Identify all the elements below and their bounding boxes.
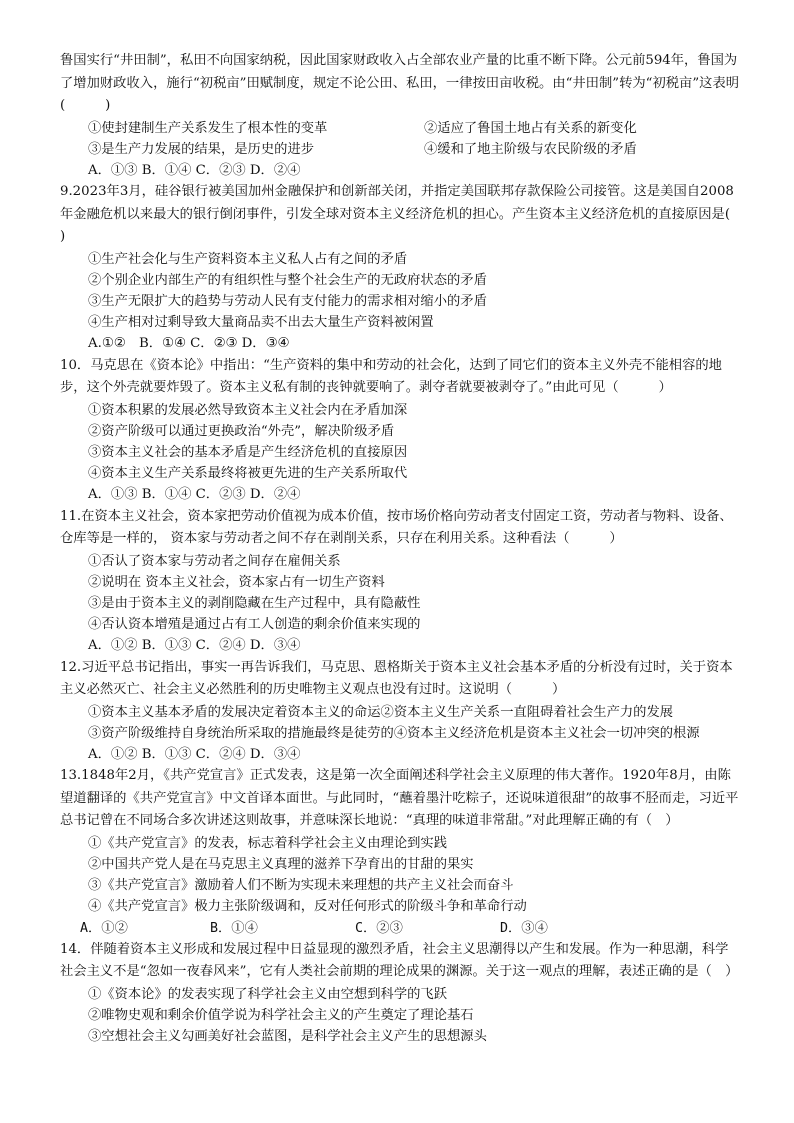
question-11 [60, 506, 740, 657]
question-9 [60, 181, 770, 355]
option-1-2: ①资本主义基本矛盾的发展决定着资本主义的命运②资本主义生产关系一直阻碍着社会生产力的发展 [88, 704, 674, 720]
option-2: ②唯物史观和剩余价值学说为科学社会主义的产生奠定了理论基石 [88, 1007, 474, 1023]
answer-c: C．②③ [355, 920, 403, 936]
answer-choices: A．①③ B．①④ C．②③ D．②④ [88, 487, 301, 503]
question-stem: 鲁国实行“井田制”，私田不向国家纳税，因此国家财政收入占全部农业产量的比重不断下降。公元前594年，鲁国为了增加财政收入，施行“初税亩”田赋制度，规定不论公田、私田，一律按田亩收税。由“井田制”转为“初税亩”这表明( ) [60, 53, 740, 113]
question-8 [60, 50, 740, 181]
option-3: ③是由于资本主义的剥削隐藏在生产过程中，具有隐蔽性 [88, 596, 421, 612]
answer-d: D．③④ [500, 920, 548, 936]
option-3-4: ③资产阶级维持自身统治所采取的措施最终是徒劳的④资本主义经济危机是资本主义社会一切冲突的根源 [88, 725, 700, 741]
option-2: ②适应了鲁国土地占有关系的新变化 [424, 120, 637, 136]
question-10 [60, 355, 740, 506]
option-3: ③生产无限扩大的趋势与劳动人民有支付能力的需求相对缩小的矛盾 [88, 294, 487, 310]
option-row [88, 118, 740, 139]
option-2: ②说明在 资本主义社会，资本家占有一切生产资料 [88, 574, 385, 590]
option-4: ④否认资本增殖是通过占有工人创造的剩余价值来实现的 [88, 617, 421, 633]
option-row [88, 139, 740, 160]
option-3: ③《共产党宣言》激励着人们不断为实现未来理想的共产主义社会而奋斗 [88, 878, 514, 894]
answer-choices: A．①③ B．①④ C．②③ D．②④ [88, 162, 301, 178]
question-stem: 10．马克思在《资本论》中指出：“生产资料的集中和劳动的社会化，达到了同它们的资本主义外壳不能相容的地步，这个外壳就要炸毁了。资本主义私有制的丧钟就要响了。剥夺者就要被剥夺了。”由此可见（ ） [60, 357, 722, 396]
answer-choices: A．①② B．①③ C．②④ D．③④ [88, 638, 301, 654]
option-3: ③空想社会主义勾画美好社会蓝图，是科学社会主义产生的思想源头 [88, 1029, 487, 1045]
option-1: ①资本积累的发展必然导致资本主义社会内在矛盾加深 [88, 402, 408, 418]
question-stem: 12.习近平总书记指出，事实一再告诉我们，马克思、恩格斯关于资本主义社会基本矛盾的分析没有过时，关于资本主义必然灭亡、社会主义必然胜利的历史唯物主义观点也没有过时。这说明（ ） [60, 659, 733, 698]
option-4: ④《共产党宣言》极力主张阶级调和，反对任何形式的阶级斗争和革命行动 [88, 899, 527, 915]
question-14 [60, 939, 740, 1048]
answer-choices: A.①② B．①④ C．②③ D．③④ [88, 336, 290, 352]
option-3: ③资本主义社会的基本矛盾是产生经济危机的直接原因 [88, 445, 408, 461]
answer-a: A．①② [80, 920, 128, 936]
answer-b: B．①④ [210, 920, 258, 936]
question-stem: 14．伴随着资本主义形成和发展过程中日益显现的激烈矛盾，社会主义思潮得以产生和发展。作为一种思潮，科学社会主义不是“忽如一夜春风来”，它有人类社会前期的理论成果的渊源。关于这一观点的理解，表述正确的是（ ） [60, 941, 739, 980]
exam-page [60, 50, 770, 1047]
option-2: ②个别企业内部生产的有组织性与整个社会生产的无政府状态的矛盾 [88, 272, 487, 288]
option-1: ①《资本论》的发表实现了科学社会主义由空想到科学的飞跃 [88, 986, 448, 1002]
option-3: ③是生产力发展的结果，是历史的进步 [88, 141, 315, 157]
option-1: ①《共产党宣言》的发表，标志着科学社会主义由理论到实践 [88, 835, 448, 851]
option-4: ④缓和了地主阶级与农民阶级的矛盾 [424, 141, 637, 157]
question-stem: 13.1848年2月，《共产党宣言》正式发表，这是第一次全面阐述科学社会主义原理的伟大著作。1920年8月，由陈望道翻译的《共产党宣言》中文首译本面世。与此同时，“蘸着墨汁吃粽子，还说味道很甜”的故事不胫而走，习近平总书记曾在不同场合多次讲述这则故事，并意味深长地说：“真理的味道非常甜。”对此理解正确的有（ ） [60, 768, 739, 829]
option-4: ④生产相对过剩导致大量商品卖不出去大量生产资料被闲置 [88, 315, 434, 331]
option-4: ④资本主义生产关系最终将被更先进的生产关系所取代 [88, 466, 408, 482]
question-13 [60, 765, 740, 939]
question-stem: 9.2023年3月，硅谷银行被美国加州金融保护和创新部关闭，并指定美国联邦存款保险公司接管。这是美国自2008年金融危机以来最大的银行倒闭事件，引发全球对资本主义经济危机的担心。产生资本主义经济危机的直接原因是( ) [60, 184, 770, 245]
option-1: ①生产社会化与生产资料资本主义私人占有之间的矛盾 [88, 251, 408, 267]
option-2: ②中国共产党人是在马克思主义真理的滋养下孕育出的甘甜的果实 [88, 856, 474, 872]
question-stem: 11.在资本主义社会，资本家把劳动价值视为成本价值，按市场价格向劳动者支付固定工资，劳动者与物料、设备、仓库等是一样的， 资本家与劳动者之间不存在剥削关系，只存在利用关系。这种看法（ ） [60, 508, 733, 547]
question-12 [60, 657, 740, 766]
option-1: ①否认了资本家与劳动者之间存在雇佣关系 [88, 553, 341, 569]
option-2: ②资产阶级可以通过更换政治“外壳”，解决阶级矛盾 [88, 423, 395, 439]
answer-choices: A．①② B．①③ C．②④ D．③④ [88, 747, 301, 763]
option-1: ①使封建制生产关系发生了根本性的变革 [88, 120, 328, 136]
answer-choices [80, 918, 740, 939]
